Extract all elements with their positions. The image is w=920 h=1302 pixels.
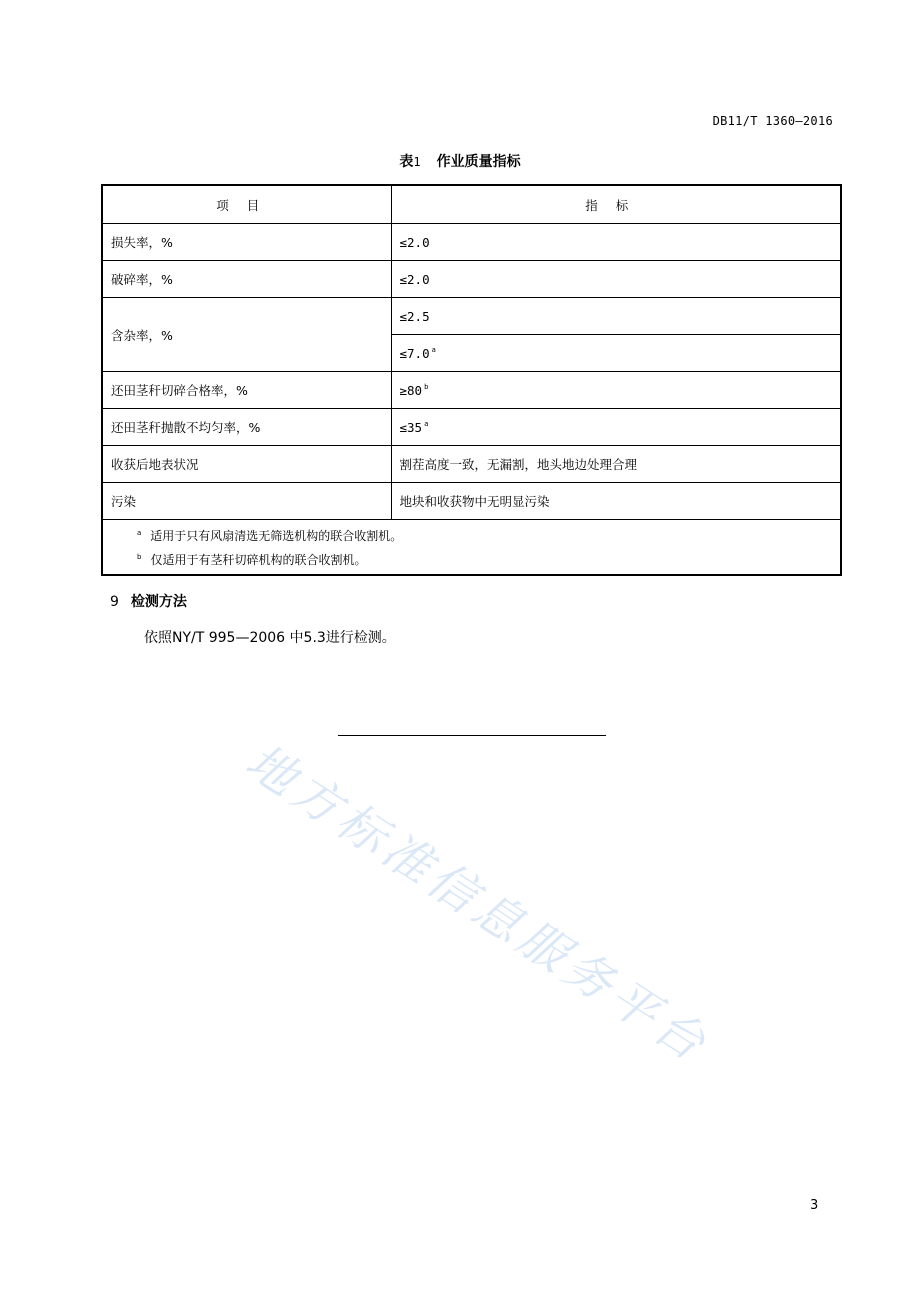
value-text: ≤7.0 — [399, 345, 430, 361]
table-title-prefix: 表 — [399, 154, 414, 170]
cell-item: 损失率，% — [102, 224, 391, 261]
table-row — [102, 483, 841, 520]
footnote-ref: b — [424, 383, 429, 392]
footnote-mark: a — [137, 529, 142, 537]
watermark: 地方标准信息服务平台 — [235, 733, 720, 1075]
footnote-mark: b — [137, 553, 142, 561]
table-title — [0, 151, 920, 171]
header-item: 项目 — [102, 185, 391, 224]
table-row — [102, 261, 841, 298]
table-row — [102, 446, 841, 483]
cell-value: 地块和收获物中无明显污染 — [391, 483, 841, 520]
cell-value — [391, 372, 841, 409]
footnote-ref: a — [424, 420, 429, 429]
table-header-row — [102, 185, 841, 224]
footnote-text: 仅适用于有茎秆切碎机构的联合收割机。 — [150, 553, 367, 567]
page-number: 3 — [810, 1198, 819, 1213]
quality-index-table — [101, 184, 842, 576]
cell-item: 还田茎秆切碎合格率，% — [102, 372, 391, 409]
table-row — [102, 298, 841, 335]
value-text: ≥80 — [399, 382, 423, 398]
cell-value: ≤2.0 — [391, 224, 841, 261]
table-notes — [102, 520, 841, 576]
cell-item: 污染 — [102, 483, 391, 520]
cell-item: 收获后地表状况 — [102, 446, 391, 483]
value-text: ≤35 — [399, 419, 423, 435]
table-row — [102, 372, 841, 409]
cell-item: 含杂率，% — [102, 298, 391, 372]
footnote — [137, 523, 840, 547]
section-title: 检测方法 — [130, 594, 187, 610]
footnote-text: 适用于只有风扇清选无筛选机构的联合收割机。 — [150, 529, 403, 543]
footnote-ref: a — [431, 346, 436, 355]
table-row — [102, 409, 841, 446]
document-code: DB11/T 1360—2016 — [712, 114, 833, 128]
table-row — [102, 224, 841, 261]
cell-value: 割茬高度一致，无漏割，地头地边处理合理 — [391, 446, 841, 483]
section-number: 9 — [110, 594, 119, 610]
cell-value — [391, 409, 841, 446]
table-title-number: 1 — [413, 155, 421, 169]
cell-item: 破碎率，% — [102, 261, 391, 298]
cell-value: ≤2.0 — [391, 261, 841, 298]
cell-value — [391, 335, 841, 372]
table-title-text: 作业质量指标 — [436, 154, 521, 170]
header-index: 指标 — [391, 185, 841, 224]
cell-value: ≤2.5 — [391, 298, 841, 335]
footnote — [137, 547, 840, 571]
cell-item: 还田茎秆抛散不均匀率，% — [102, 409, 391, 446]
table-notes-row — [102, 520, 841, 576]
section-body: 依照NY/T 995—2006 中5.3进行检测。 — [144, 630, 396, 646]
end-rule — [338, 735, 606, 736]
section-heading — [110, 591, 187, 611]
